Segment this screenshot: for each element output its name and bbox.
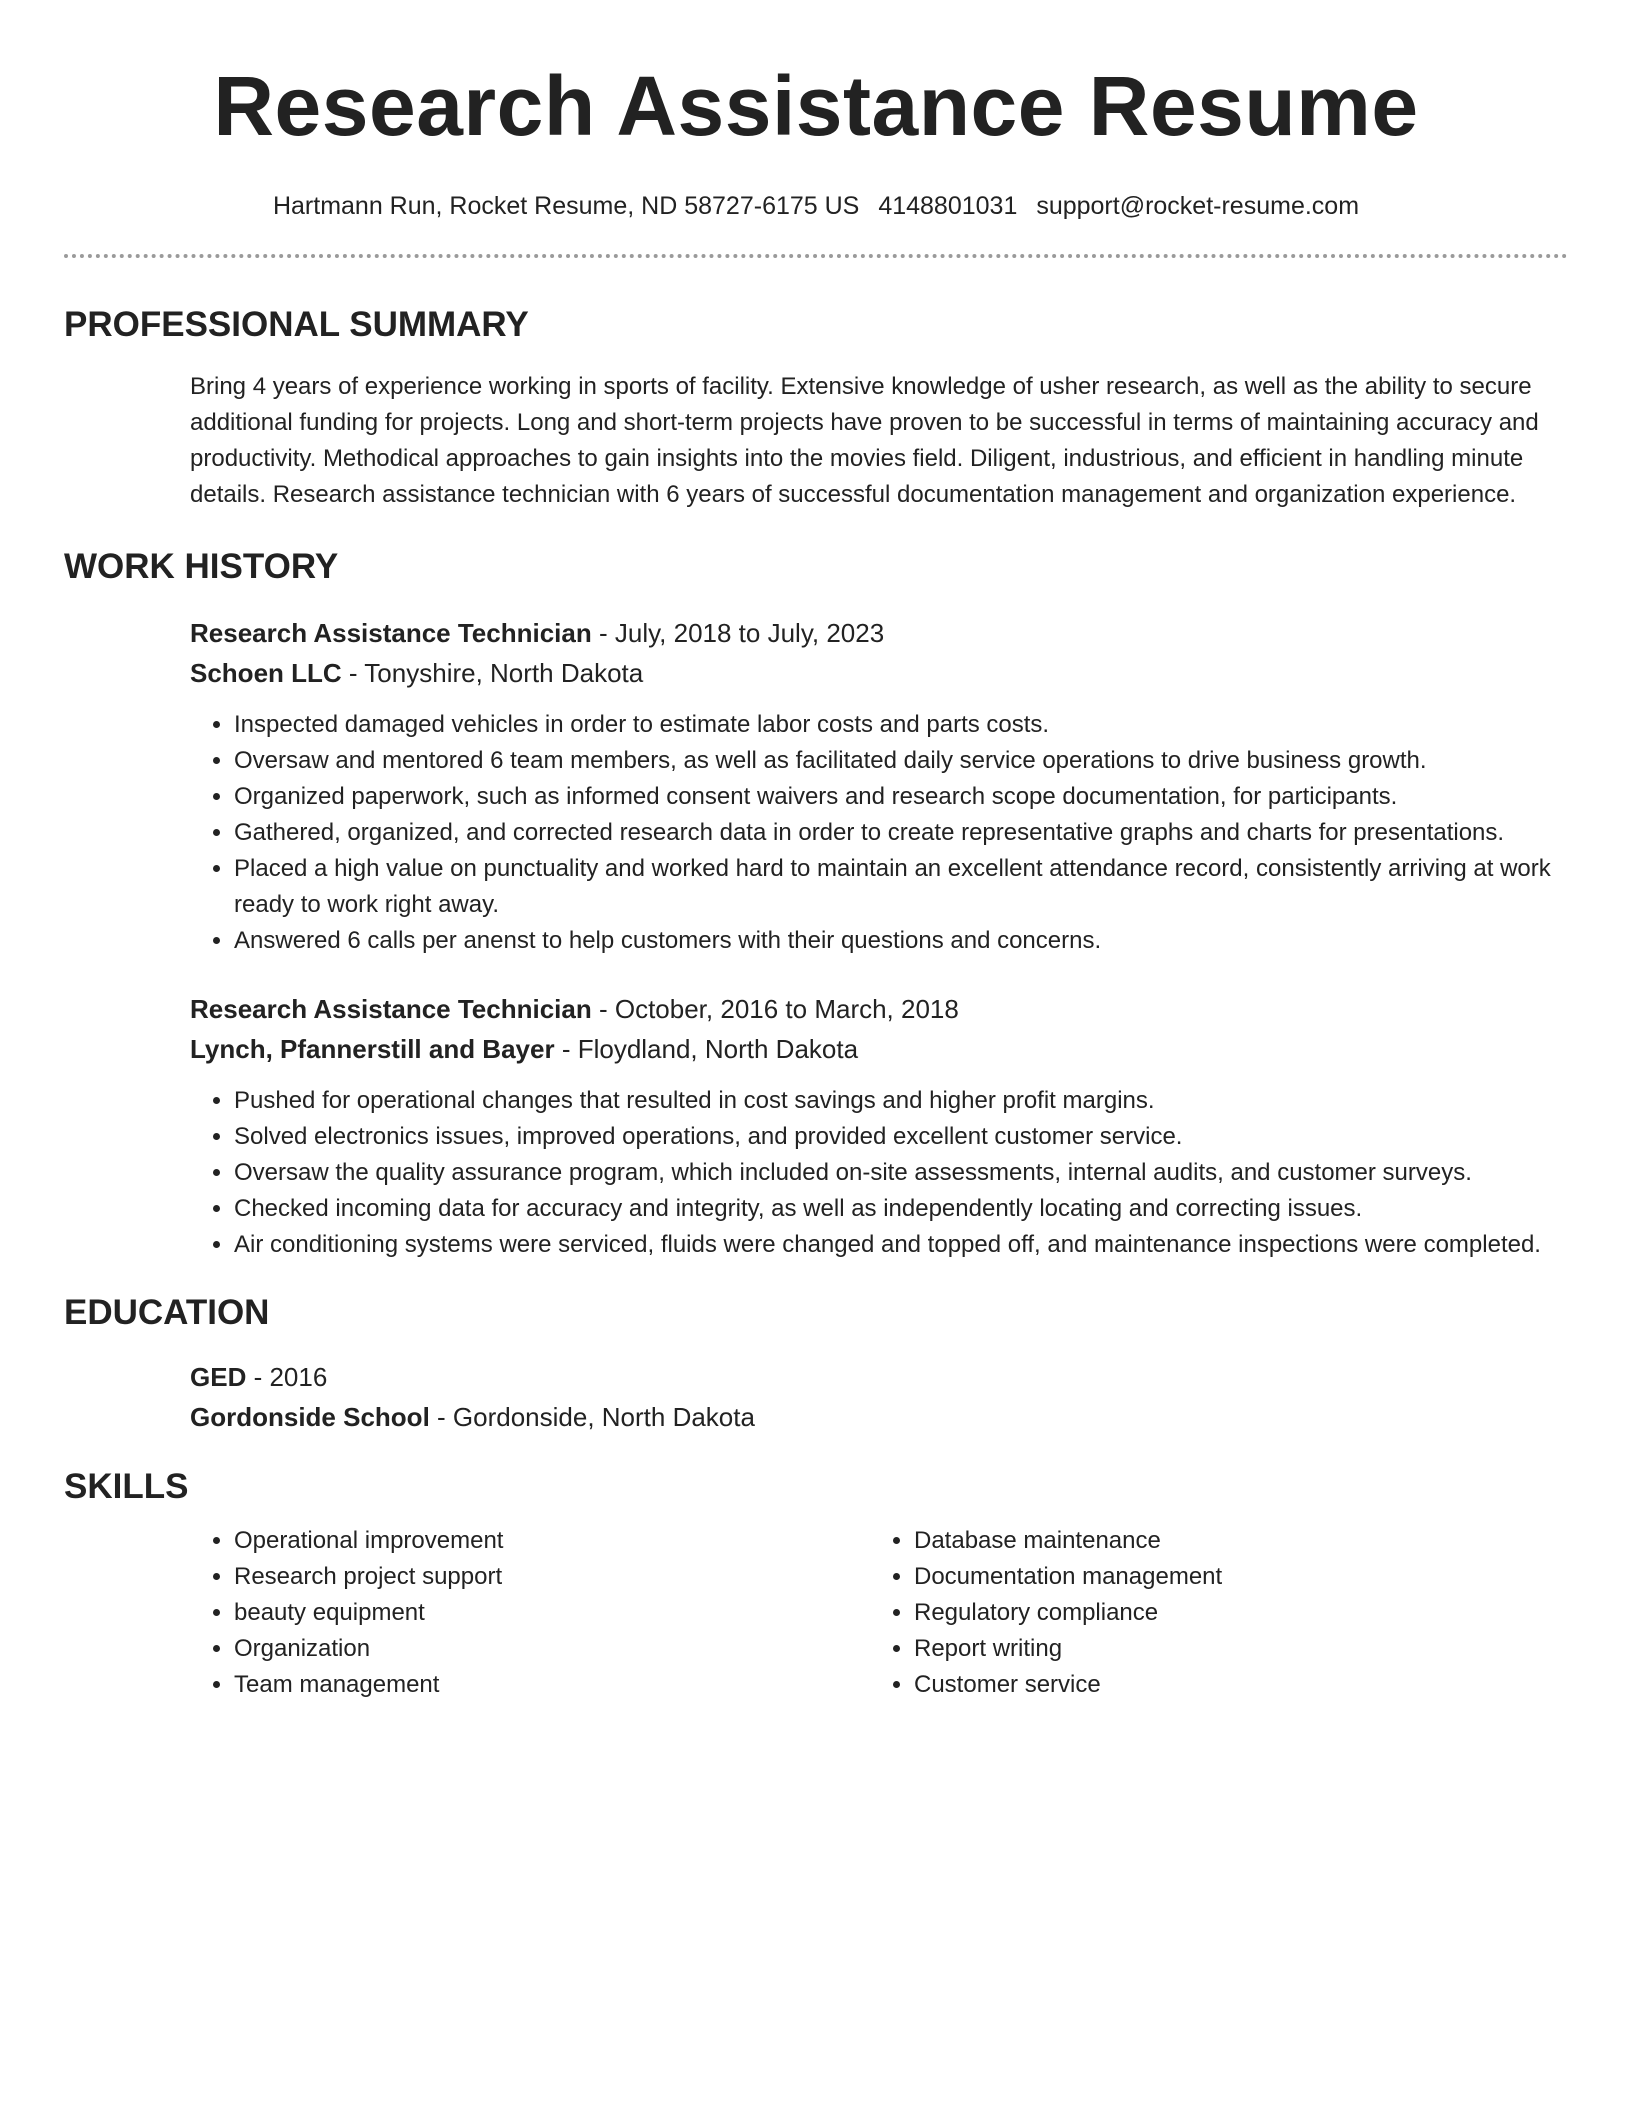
job-location: - Floydland, North Dakota <box>554 1034 859 1064</box>
skill-item: • beauty equipment <box>234 1595 870 1631</box>
header-divider <box>64 254 1568 258</box>
job-dates: - October, 2016 to March, 2018 <box>591 994 959 1024</box>
job-role: Research Assistance Technician <box>190 994 592 1024</box>
education-section <box>64 1291 1568 1437</box>
work-history-section <box>64 545 1568 1263</box>
skill-item: • Customer service <box>914 1667 1550 1703</box>
list-item: • Solved electronics issues, improved operations, and provided excellent customer service. <box>234 1119 1568 1155</box>
skill-item: • Regulatory compliance <box>914 1595 1550 1631</box>
list-item: • Gathered, organized, and corrected research data in order to create representative graphs and charts for presentations. <box>234 815 1568 851</box>
job-bullets <box>190 1083 1568 1263</box>
job-company-line <box>190 1029 1568 1069</box>
job-company: Schoen LLC <box>190 658 342 688</box>
list-item: • Oversaw the quality assurance program, which included on-site assessments, internal audits, and customer surveys. <box>234 1155 1568 1191</box>
summary-heading: PROFESSIONAL SUMMARY <box>64 305 529 344</box>
school-location: - Gordonside, North Dakota <box>429 1402 755 1432</box>
skill-item: • Documentation management <box>914 1559 1550 1595</box>
job-bullets <box>190 707 1568 959</box>
job-company-line <box>190 653 1568 693</box>
list-item: • Oversaw and mentored 6 team members, as well as facilitated daily service operations to drive business growth. <box>234 743 1568 779</box>
job-entry <box>190 989 1568 1263</box>
skills-section <box>64 1465 1568 1703</box>
skill-item: • Database maintenance <box>914 1523 1550 1559</box>
list-item: • Organized paperwork, such as informed consent waivers and research scope documentation, for participants. <box>234 779 1568 815</box>
resume-title: Research Assistance Resume <box>213 59 1419 153</box>
skill-item: • Report writing <box>914 1631 1550 1667</box>
job-entry <box>190 613 1568 959</box>
list-item: • Placed a high value on punctuality and worked hard to maintain an excellent attendance record, consistently arriving at work ready to work right away. <box>234 851 1568 923</box>
skills-heading: SKILLS <box>64 1467 189 1506</box>
degree-line <box>190 1357 1568 1397</box>
school-line <box>190 1397 1568 1437</box>
job-role: Research Assistance Technician <box>190 618 592 648</box>
list-item: • Pushed for operational changes that resulted in cost savings and higher profit margins. <box>234 1083 1568 1119</box>
degree-year: - 2016 <box>246 1362 328 1392</box>
list-item: • Answered 6 calls per anenst to help customers with their questions and concerns. <box>234 923 1568 959</box>
skill-item: • Operational improvement <box>234 1523 870 1559</box>
job-location: - Tonyshire, North Dakota <box>341 658 644 688</box>
education-heading: EDUCATION <box>64 1293 270 1332</box>
contact-email: support@rocket-resume.com <box>1036 192 1360 220</box>
summary-section <box>64 303 1568 513</box>
education-entry <box>190 1357 1568 1437</box>
job-title-line <box>190 989 1568 1029</box>
contact-phone: 4148801031 <box>878 192 1018 220</box>
skills-columns <box>190 1523 1568 1703</box>
degree-name: GED <box>190 1362 247 1392</box>
summary-text: Bring 4 years of experience working in sports of facility. Extensive knowledge of usher research, as well as the ability to secure additional funding for projects. Long and short-term projects have proven to be successful in terms of maintaining accuracy and productivity. Methodical approaches to gain insights into the movies field. Diligent, industrious, and efficient in handling minute details. Research assistance technician with 6 years of successful documentation management and organization experience. <box>190 373 1539 508</box>
list-item: • Checked incoming data for accuracy and integrity, as well as independently locating and correcting issues. <box>234 1191 1568 1227</box>
skill-item: • Team management <box>234 1667 870 1703</box>
school-name: Gordonside School <box>190 1402 430 1432</box>
list-item: • Inspected damaged vehicles in order to estimate labor costs and parts costs. <box>234 707 1568 743</box>
skill-item: • Organization <box>234 1631 870 1667</box>
job-title-line <box>190 613 1568 653</box>
skills-left-column <box>190 1523 870 1703</box>
job-company: Lynch, Pfannerstill and Bayer <box>190 1034 555 1064</box>
list-item: • Air conditioning systems were serviced, fluids were changed and topped off, and maintenance inspections were completed. <box>234 1227 1568 1263</box>
contact-line <box>64 190 1568 222</box>
job-dates: - July, 2018 to July, 2023 <box>591 618 885 648</box>
work-history-heading: WORK HISTORY <box>64 547 339 586</box>
contact-address: Hartmann Run, Rocket Resume, ND 58727-6175 US <box>272 192 860 220</box>
skills-right-column <box>870 1523 1550 1703</box>
skill-item: • Research project support <box>234 1559 870 1595</box>
